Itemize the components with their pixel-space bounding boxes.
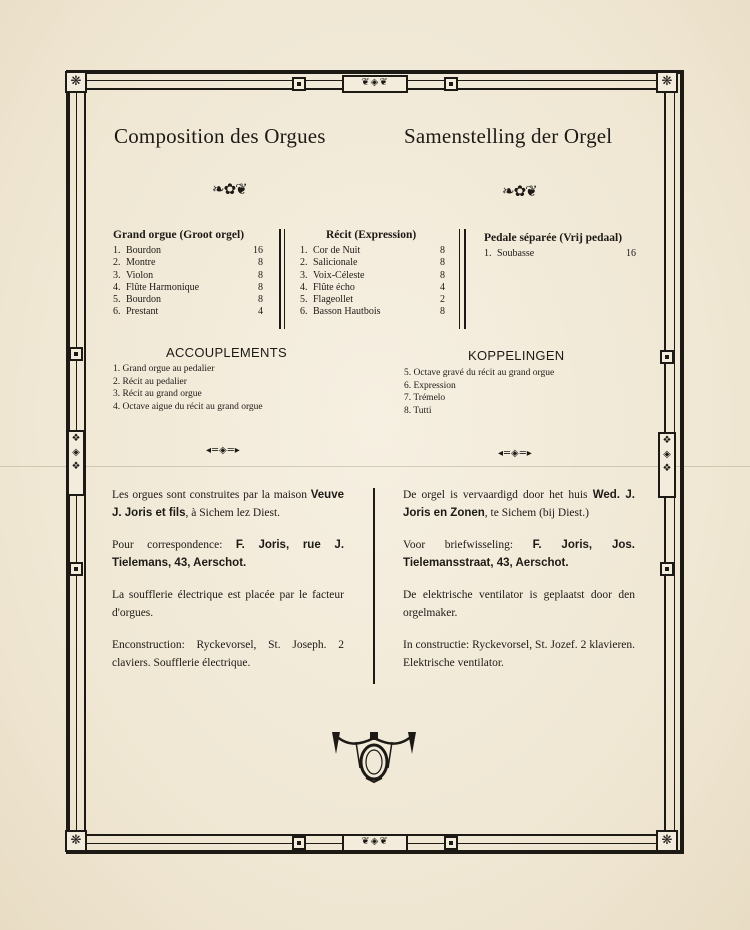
coupler-item: 5. Octave gravé du récit au grand orgue	[404, 368, 555, 378]
division-recit	[300, 229, 445, 319]
stop-row: 5. Flageollet 2	[300, 294, 445, 306]
frame-node-icon	[444, 77, 458, 91]
coupler-item: 4. Octave aigue du récit au grand orgue	[113, 401, 263, 412]
info-paragraph: De orgel is vervaardigd door het huis Wed. J. Joris en Zonen, te Sichem (bij Diest.)	[403, 489, 635, 519]
division-pedale	[484, 232, 636, 260]
info-paragraph: La soufflerie électrique est placée par le facteur d'orgues.	[112, 589, 344, 619]
stop-row: 1. Soubasse 16	[484, 248, 636, 259]
info-paragraph: Pour correspondence: F. Joris, rue J. Tielemans, 43, Aerschot.	[112, 539, 345, 569]
coupler-item: 8. Tutti	[404, 405, 432, 416]
corner-rosette-icon: ❋	[65, 71, 87, 93]
coupler-list-right	[404, 367, 554, 417]
stop-row: 1. Cor de Nuit 8	[300, 245, 445, 256]
couplers-title-french: ACCOUPLEMENTS	[166, 345, 287, 360]
coupler-item: 3. Récit au grand orgue	[113, 389, 202, 400]
division-title: Grand orgue (Groot orgel)	[113, 229, 245, 241]
frame-node-icon	[660, 350, 674, 364]
divider-ornament-icon: ◂═◈═▸	[498, 448, 533, 459]
info-column-french	[112, 486, 344, 686]
info-paragraph: Voor briefwisseling: F. Joris, Jos. Tielemansstraat, 43, Aerschot.	[403, 539, 635, 569]
corner-rosette-icon: ❋	[65, 830, 87, 852]
left-side-ornament: ❖ ◈ ❖	[67, 430, 85, 496]
stop-row: 3. Voix-Céleste 8	[300, 269, 445, 281]
corner-rosette-icon: ❋	[656, 71, 678, 93]
column-divider	[279, 229, 281, 329]
coupler-item: 6. Expression	[404, 380, 456, 391]
stop-row: 5. Bourdon 8	[113, 294, 263, 306]
stop-row: 2. Montre 8	[113, 257, 263, 269]
coupler-item: 2. Récit au pedalier	[113, 376, 187, 387]
frame-node-icon	[660, 562, 674, 576]
stop-row: 2. Salicionale 8	[300, 257, 445, 269]
frame-node-icon	[69, 562, 83, 576]
frame-node-icon	[292, 77, 306, 91]
couplers-title-dutch: KOPPELINGEN	[468, 348, 565, 363]
stop-row: 6. Basson Hautbois 8	[300, 306, 445, 318]
info-paragraph: Les orgues sont construites par la maison Veuve J. Joris et fils, à Sichem lez Diest.	[112, 489, 344, 519]
stop-row: 3. Violon 8	[113, 269, 263, 281]
info-paragraph: In constructie: Ryckevorsel, St. Jozef. 2 klavieren. Elektrische ventilator.	[403, 639, 635, 669]
center-rule	[373, 488, 375, 684]
right-side-ornament: ❖ ◈ ❖	[658, 432, 676, 498]
division-title: Récit (Expression)	[326, 229, 417, 241]
bottom-cartouche-ornament: ❦◈❦	[342, 834, 408, 852]
column-divider	[284, 229, 285, 329]
fleuron-icon: ❧✿❦	[212, 180, 247, 198]
stop-row: 1. Bourdon 16	[113, 245, 263, 256]
info-paragraph: De elektrische ventilator is geplaatst door den orgelmaker.	[403, 589, 635, 619]
coupler-list-left	[113, 363, 263, 413]
column-divider	[464, 229, 466, 329]
stop-row: 6. Prestant 4	[113, 306, 263, 318]
column-divider	[459, 229, 460, 329]
info-paragraph: Enconstruction: Ryckevorsel, St. Joseph. 2 claviers. Soufflerie électrique.	[112, 639, 344, 669]
fleuron-icon: ❧✿❦	[502, 182, 537, 200]
stop-row: 4. Flûte Harmonique 8	[113, 281, 263, 293]
coupler-item: 7. Trémelo	[404, 393, 446, 404]
frame-node-icon	[69, 347, 83, 361]
coupler-item: 1. Grand orgue au pedalier	[113, 364, 215, 374]
top-cartouche-ornament: ❦◈❦	[342, 75, 408, 93]
corner-rosette-icon: ❋	[656, 830, 678, 852]
frame-inner-border	[84, 88, 666, 836]
info-column-dutch	[403, 486, 635, 686]
division-grand-orgue	[113, 229, 263, 319]
frame-node-icon	[292, 836, 306, 850]
garland-wreath-icon	[326, 728, 422, 784]
title-french: Composition des Orgues	[114, 124, 326, 148]
title-dutch: Samenstelling der Orgel	[404, 124, 613, 148]
divider-ornament-icon: ◂═◈═▸	[206, 445, 241, 456]
division-title: Pedale séparée (Vrij pedaal)	[484, 232, 623, 244]
frame-node-icon	[444, 836, 458, 850]
stop-row: 4. Flûte écho 4	[300, 281, 445, 293]
